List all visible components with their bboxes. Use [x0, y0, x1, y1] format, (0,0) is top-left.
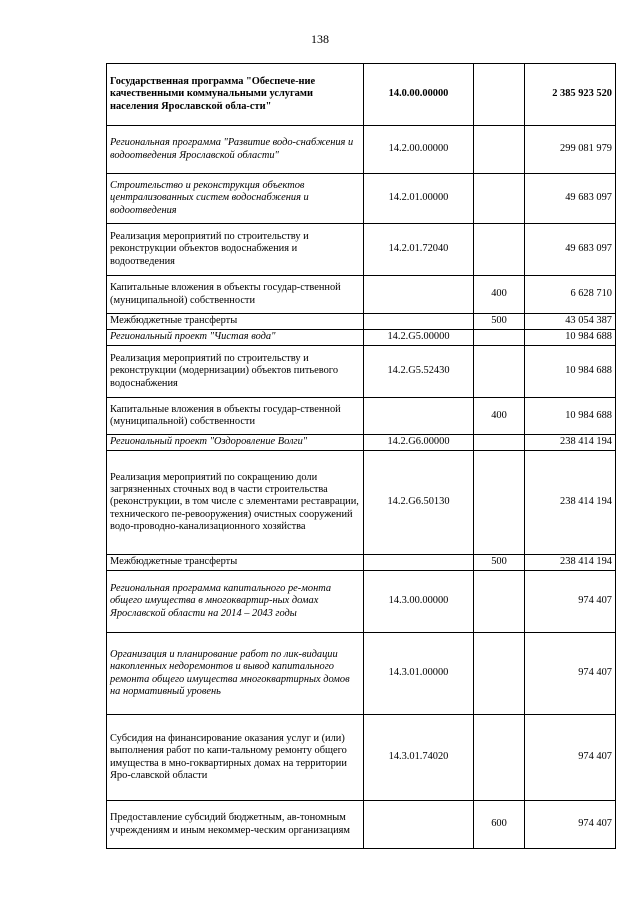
row-code: 14.2.00.00000 [364, 126, 474, 174]
row-sum: 2 385 923 520 [525, 64, 616, 126]
row-sum: 43 054 387 [525, 314, 616, 330]
table-row [107, 174, 616, 224]
row-type [474, 715, 525, 801]
row-code: 14.2.G6.50130 [364, 451, 474, 555]
table-row [107, 64, 616, 126]
row-code: 14.3.01.74020 [364, 715, 474, 801]
budget-table [106, 63, 616, 849]
row-sum: 974 407 [525, 633, 616, 715]
row-sum: 49 683 097 [525, 224, 616, 276]
table-row [107, 346, 616, 398]
row-code: 14.2.01.00000 [364, 174, 474, 224]
row-type [474, 633, 525, 715]
row-type: 500 [474, 314, 525, 330]
table-row [107, 715, 616, 801]
row-name: Региональная программа капитального ре-монта общего имущества в многоквартир-ных домах Ярославской области на 2014 – 2043 годы [107, 571, 364, 633]
row-sum: 238 414 194 [525, 451, 616, 555]
row-name: Межбюджетные трансферты [107, 555, 364, 571]
row-type: 400 [474, 398, 525, 435]
row-sum: 238 414 194 [525, 555, 616, 571]
row-type [474, 330, 525, 346]
row-sum: 238 414 194 [525, 435, 616, 451]
row-code: 14.2.01.72040 [364, 224, 474, 276]
row-type [474, 346, 525, 398]
row-code [364, 555, 474, 571]
table-row [107, 571, 616, 633]
row-name: Государственная программа "Обеспече-ние качественными коммунальными услугами населения Ярославской обла-сти" [107, 64, 364, 126]
row-name: Капитальные вложения в объекты государ-ственной (муниципальной) собственности [107, 398, 364, 435]
row-sum: 10 984 688 [525, 398, 616, 435]
table-row [107, 555, 616, 571]
row-type: 400 [474, 276, 525, 314]
table-row [107, 314, 616, 330]
row-code [364, 314, 474, 330]
row-code: 14.3.01.00000 [364, 633, 474, 715]
row-name: Реализация мероприятий по строительству и реконструкции объектов водоснабжения и водоотведения [107, 224, 364, 276]
table-row [107, 451, 616, 555]
row-sum: 974 407 [525, 801, 616, 849]
row-code: 14.3.00.00000 [364, 571, 474, 633]
row-name: Субсидия на финансирование оказания услуг и (или) выполнения работ по капи-тальному ремонту общего имущества в мно-гоквартирных домах на территории Яро-славской области [107, 715, 364, 801]
row-type [474, 174, 525, 224]
row-name: Организация и планирование работ по лик-видации накопленных недоремонтов и вывод капитального ремонта общего имущества многоквартирных домов на нормативный уровень [107, 633, 364, 715]
row-name: Реализация мероприятий по строительству и реконструкции (модернизации) объектов питьевого водоснабжения [107, 346, 364, 398]
row-code: 14.2.G5.52430 [364, 346, 474, 398]
row-code [364, 398, 474, 435]
table-row [107, 633, 616, 715]
table-row [107, 801, 616, 849]
row-code: 14.2.G5.00000 [364, 330, 474, 346]
row-sum: 10 984 688 [525, 330, 616, 346]
row-type: 500 [474, 555, 525, 571]
row-name: Капитальные вложения в объекты государ-ственной (муниципальной) собственности [107, 276, 364, 314]
row-name: Региональный проект "Оздоровление Волги" [107, 435, 364, 451]
row-type [474, 435, 525, 451]
row-code [364, 276, 474, 314]
table-row [107, 276, 616, 314]
row-code: 14.0.00.00000 [364, 64, 474, 126]
row-sum: 974 407 [525, 571, 616, 633]
row-name: Реализация мероприятий по сокращению доли загрязненных сточных вод в части строительства (реконструкции, в том числе с элементами реставрации, технического пе-ревооружения) очистных сооружений водо-проводно-канализационного хозяйства [107, 451, 364, 555]
row-type [474, 571, 525, 633]
row-code [364, 801, 474, 849]
row-name: Межбюджетные трансферты [107, 314, 364, 330]
row-name: Региональный проект "Чистая вода" [107, 330, 364, 346]
row-type [474, 451, 525, 555]
row-type [474, 126, 525, 174]
table-row [107, 126, 616, 174]
row-sum: 974 407 [525, 715, 616, 801]
row-type [474, 224, 525, 276]
table-row [107, 435, 616, 451]
row-sum: 6 628 710 [525, 276, 616, 314]
row-sum: 299 081 979 [525, 126, 616, 174]
table-row [107, 224, 616, 276]
row-code: 14.2.G6.00000 [364, 435, 474, 451]
row-name: Региональная программа "Развитие водо-снабжения и водоотведения Ярославской области" [107, 126, 364, 174]
row-sum: 10 984 688 [525, 346, 616, 398]
row-type: 600 [474, 801, 525, 849]
row-name: Строительство и реконструкция объектов централизованных систем водоснабжения и водоотведения [107, 174, 364, 224]
row-sum: 49 683 097 [525, 174, 616, 224]
row-type [474, 64, 525, 126]
row-name: Предоставление субсидий бюджетным, ав-тономным учреждениям и иным некоммер-ческим организациям [107, 801, 364, 849]
page-number: 138 [311, 32, 329, 46]
table-row [107, 398, 616, 435]
table-row [107, 330, 616, 346]
